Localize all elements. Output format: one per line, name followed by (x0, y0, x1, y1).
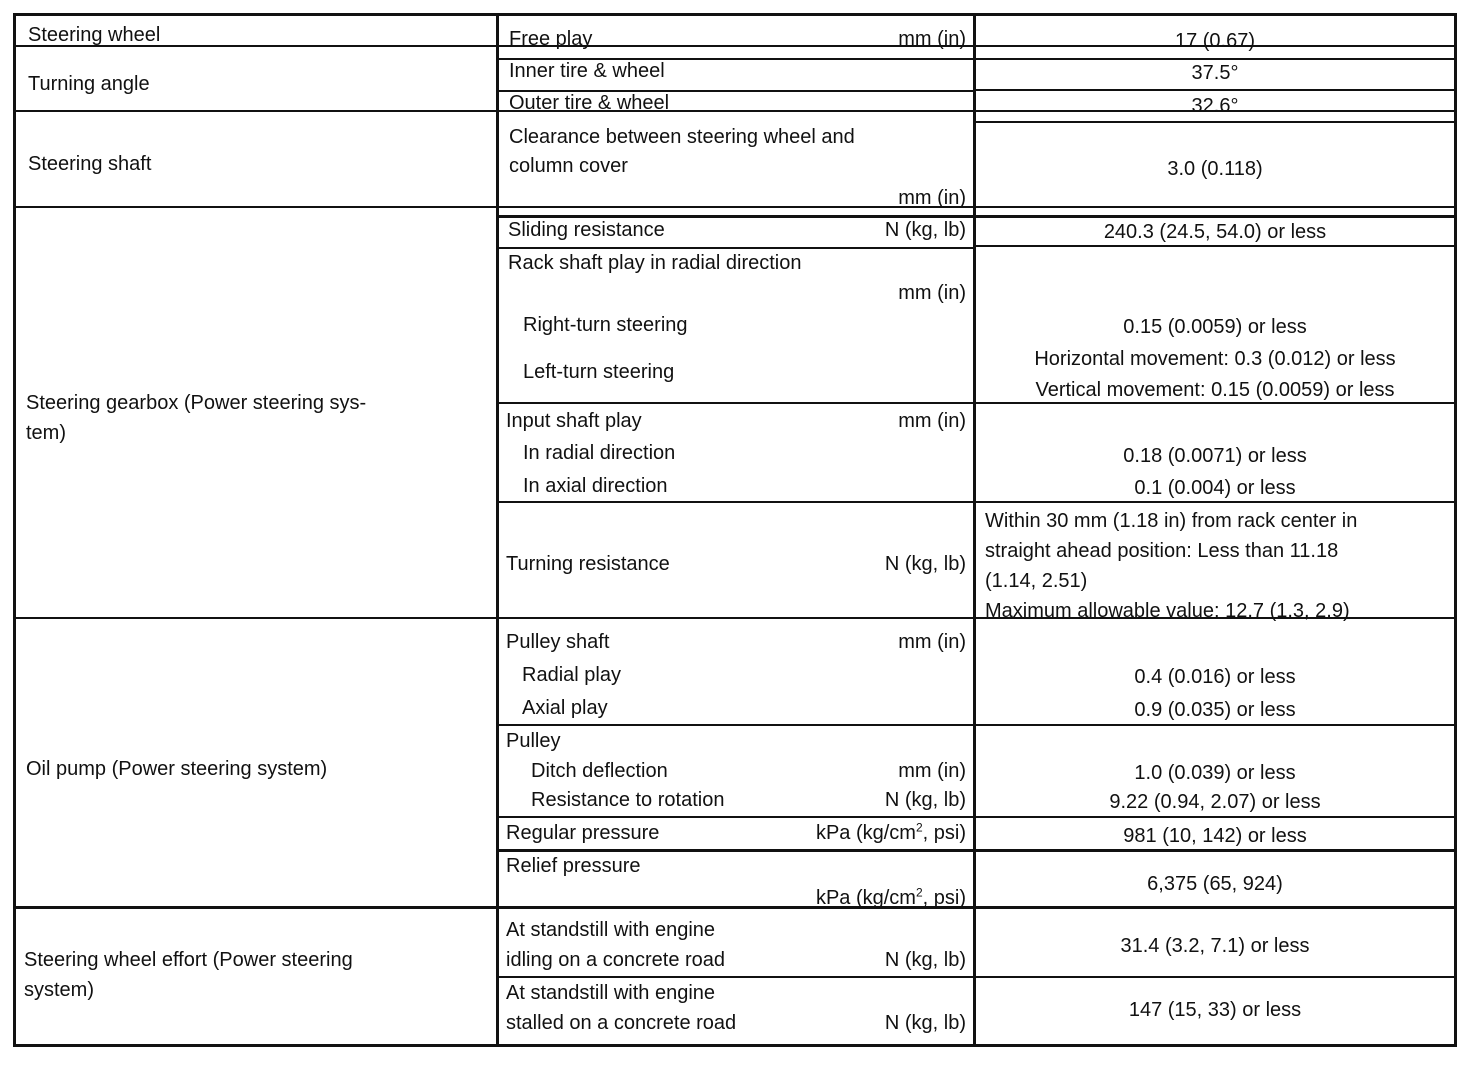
item-stalled-line2: stalled on a concrete road (506, 1012, 737, 1034)
value-left-turn-horizontal: Horizontal movement: 0.3 (0.012) or less (1034, 348, 1396, 370)
item-outer-tire: Outer tire & wheel (509, 92, 670, 114)
section-effort-line1: Steering wheel effort (Power steering (24, 949, 353, 971)
unit-sliding: N (kg, lb) (884, 219, 966, 241)
item-input-shaft: Input shaft play (506, 410, 642, 432)
item-rotation: Resistance to rotation (531, 789, 725, 811)
row-divider (496, 849, 1454, 852)
unit-stalled: N (kg, lb) (884, 1012, 966, 1034)
value-left-turn-vertical: Vertical movement: 0.15 (0.0059) or less (1035, 379, 1395, 401)
value-free-play: 17 (0.67) (1174, 30, 1256, 52)
section-steering-wheel: Steering wheel (28, 24, 161, 46)
column-divider (496, 16, 499, 1044)
unit-turning: N (kg, lb) (884, 553, 966, 575)
value-turning-line2: straight ahead position: Less than 11.18 (985, 540, 1339, 562)
item-inner-tire: Inner tire & wheel (509, 60, 665, 82)
unit-ditch: mm (in) (898, 760, 966, 782)
value-ditch: 1.0 (0.039) or less (1134, 762, 1296, 784)
row-divider (973, 121, 1454, 123)
item-input-radial: In radial direction (523, 442, 676, 464)
row-divider (496, 215, 1454, 218)
item-right-turn: Right-turn steering (523, 314, 688, 336)
value-regular: 981 (10, 142) or less (1123, 825, 1307, 847)
row-divider (496, 402, 1454, 404)
item-ditch: Ditch deflection (531, 760, 668, 782)
value-clearance: 3.0 (0.118) (1167, 158, 1263, 180)
value-rotation: 9.22 (0.94, 2.07) or less (1109, 791, 1321, 813)
unit-pulley-shaft: mm (in) (898, 631, 966, 653)
unit-idling: N (kg, lb) (884, 949, 966, 971)
item-clearance-line2: column cover (509, 155, 628, 177)
item-input-axial: In axial direction (523, 475, 668, 497)
value-sliding: 240.3 (24.5, 54.0) or less (1103, 221, 1327, 243)
item-turning-resistance: Turning resistance (506, 553, 670, 575)
item-regular: Regular pressure (506, 822, 660, 844)
value-axial-play: 0.9 (0.035) or less (1134, 699, 1296, 721)
value-right-turn: 0.15 (0.0059) or less (1123, 316, 1307, 338)
row-divider (973, 245, 1454, 247)
row-divider (496, 247, 973, 249)
item-rack-play: Rack shaft play in radial direction (508, 252, 802, 274)
item-idling-line1: At standstill with engine (506, 919, 716, 941)
section-gearbox-line1: Steering gearbox (Power steering sys- (26, 392, 367, 414)
section-oil-pump: Oil pump (Power steering system) (26, 758, 328, 780)
value-turning-line3: (1.14, 2.51) (985, 570, 1088, 592)
item-stalled-line1: At standstill with engine (506, 982, 716, 1004)
row-divider (973, 89, 1454, 91)
item-free-play: Free play (509, 28, 593, 50)
section-effort-line2: system) (24, 979, 94, 1001)
item-sliding-resistance: Sliding resistance (508, 219, 665, 241)
row-divider (496, 816, 1454, 818)
unit-clearance: mm (in) (898, 187, 966, 209)
value-input-radial: 0.18 (0.0071) or less (1123, 445, 1307, 467)
item-radial-play: Radial play (522, 664, 621, 686)
unit-free-play: mm (in) (898, 28, 966, 50)
unit-rotation: N (kg, lb) (884, 789, 966, 811)
value-outer-tire: 32.6° (1191, 95, 1239, 117)
unit-regular: kPa ($kg/cm^2$, psi) (815, 820, 966, 844)
value-turning-line1: Within 30 mm (1.18 in) from rack center in (985, 510, 1358, 532)
value-inner-tire: 37.5° (1191, 62, 1239, 84)
value-idling: 31.4 (3.2, 7.1) or less (1120, 935, 1310, 957)
item-axial-play: Axial play (522, 697, 608, 719)
item-left-turn: Left-turn steering (523, 361, 675, 383)
value-stalled: 147 (15, 33) or less (1128, 999, 1302, 1021)
value-relief: 6,375 (65, 924) (1147, 873, 1283, 895)
item-pulley: Pulley (506, 730, 561, 752)
item-relief: Relief pressure (506, 855, 641, 877)
spec-table (13, 13, 1457, 1047)
section-turning-angle: Turning angle (28, 73, 150, 95)
row-divider (496, 724, 1454, 726)
unit-relief: kPa ($kg/cm^2$, psi) (815, 885, 966, 909)
item-pulley-shaft: Pulley shaft (506, 631, 610, 653)
unit-rack: mm (in) (898, 282, 966, 304)
value-turning-line4: Maximum allowable value: 12.7 (1.3, 2.9) (985, 600, 1350, 622)
unit-input: mm (in) (898, 410, 966, 432)
item-clearance-line1: Clearance between steering wheel and (509, 126, 855, 148)
row-divider (496, 501, 1454, 503)
item-idling-line2: idling on a concrete road (506, 949, 726, 971)
row-divider (496, 976, 1454, 978)
section-gearbox-line2: tem) (26, 422, 66, 444)
section-steering-shaft: Steering shaft (28, 153, 152, 175)
value-input-axial: 0.1 (0.004) or less (1134, 477, 1296, 499)
value-radial-play: 0.4 (0.016) or less (1134, 666, 1296, 688)
